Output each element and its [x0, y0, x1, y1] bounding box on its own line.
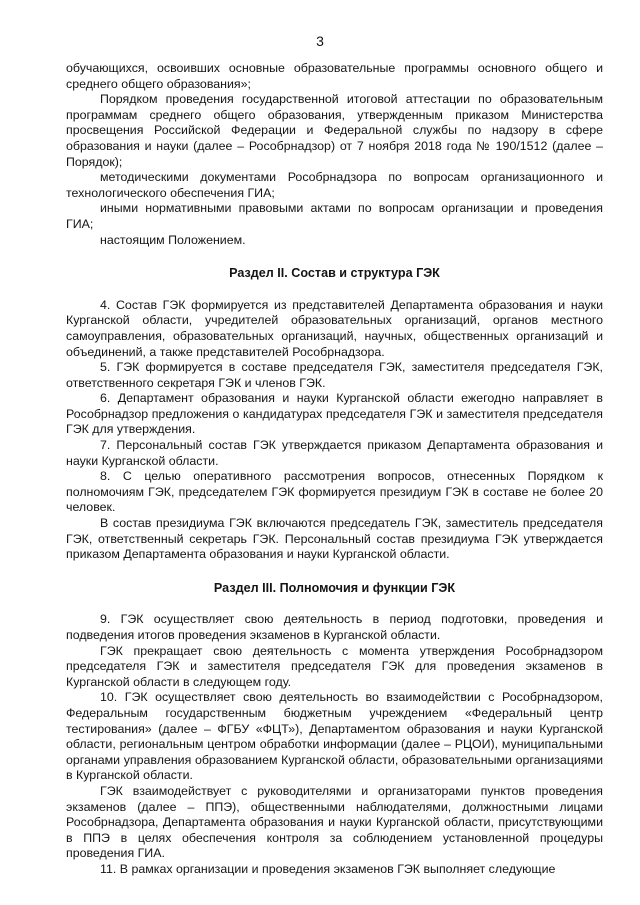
section-paragraph: ГЭК прекращает свою деятельность с момента утверждения Рособрнадзором председателя ГЭК и заместителя председателя ГЭК для проведения экзаменов в Курганской области в следующем году. — [66, 643, 603, 689]
intro-paragraph: Порядком проведения государственной итоговой аттестации по образовательным программам среднего общего образования, утвержденным приказом Министерства просвещения Российской Федерации и Федеральной службы по надзору в сфере образования и науки (далее – Рособрнадзор) от 7 ноября 2018 года № 190/1512 (далее – Порядок); — [66, 92, 603, 169]
intro-paragraph: иными нормативными правовыми актами по вопросам организации и проведения ГИА; — [66, 201, 603, 231]
section-paragraph: 6. Департамент образования и науки Курганской области ежегодно направляет в Рособрнадзор предложения о кандидатурах председателя ГЭК и заместителя председателя ГЭК для утверждения. — [66, 391, 603, 437]
section-2-title: Раздел II. Состав и структура ГЭК — [229, 266, 440, 281]
section-paragraph: 4. Состав ГЭК формируется из представителей Департамента образования и науки Курганской области, учредителей образовательных организаций, органов местного самоуправления, образовательных организаций, научных, общественных организаций и объединений, а также представителей Рособрнадзора. — [66, 297, 603, 359]
section-3-title: Раздел III. Полномочия и функции ГЭК — [213, 580, 456, 595]
section-paragraph: 8. С целью оперативного рассмотрения вопросов, отнесенных Порядком к полномочиям ГЭК, председателем ГЭК формируется президиум ГЭК в составе не более 20 человек. — [66, 469, 603, 515]
section-paragraph: 9. ГЭК осуществляет свою деятельность в период подготовки, проведения и подведения итогов проведения экзаменов в Курганской области. — [66, 612, 603, 642]
intro-paragraph: методическими документами Рособрнадзора по вопросам организационного и технологического обеспечения ГИА; — [66, 170, 603, 200]
intro-block — [66, 61, 603, 248]
intro-paragraph: настоящим Положением. — [100, 232, 246, 247]
section-3-body — [66, 612, 603, 877]
document-body — [66, 61, 603, 878]
section-paragraph: 7. Персональный состав ГЭК утверждается приказом Департамента образования и науки Курганской области. — [66, 438, 603, 468]
section-paragraph: В состав президиума ГЭК включаются председатель ГЭК, заместитель председателя ГЭК, ответственный секретарь ГЭК. Персональный состав президиума ГЭК утверждается приказом Департамента образования и науки Курганской области. — [66, 516, 603, 562]
section-paragraph: 11. В рамках организации и проведения экзаменов ГЭК выполняет следующие — [100, 861, 556, 876]
intro-paragraph: обучающихся, освоивших основные образовательные программы основного общего и среднего общего образования»; — [66, 61, 603, 91]
section-paragraph: 10. ГЭК осуществляет свою деятельность во взаимодействии с Рособрнадзором, Федеральным государственным бюджетным учреждением «Федеральный центр тестирования» (далее – ФГБУ «ФЦТ»), Департаментом образования и науки Курганской области, региональным центром обработки информации (далее – РЦОИ), муниципальными органами управления образованием Курганской области, образовательными организациями в Курганской области. — [66, 690, 603, 783]
section-paragraph: ГЭК взаимодействует с руководителями и организаторами пунктов проведения экзаменов (далее – ППЭ), общественными наблюдателями, должностными лицами Рособрнадзора, Департамента образования и науки Курганской области, присутствующими в ППЭ в целях обеспечения контроля за соблюдением установленной процедуры проведения ГИА. — [66, 783, 603, 861]
section-paragraph: 5. ГЭК формируется в составе председателя ГЭК, заместителя председателя ГЭК, ответственного секретаря ГЭК и членов ГЭК. — [66, 360, 603, 390]
page-number: 3 — [316, 33, 324, 49]
section-2-body — [66, 298, 603, 563]
